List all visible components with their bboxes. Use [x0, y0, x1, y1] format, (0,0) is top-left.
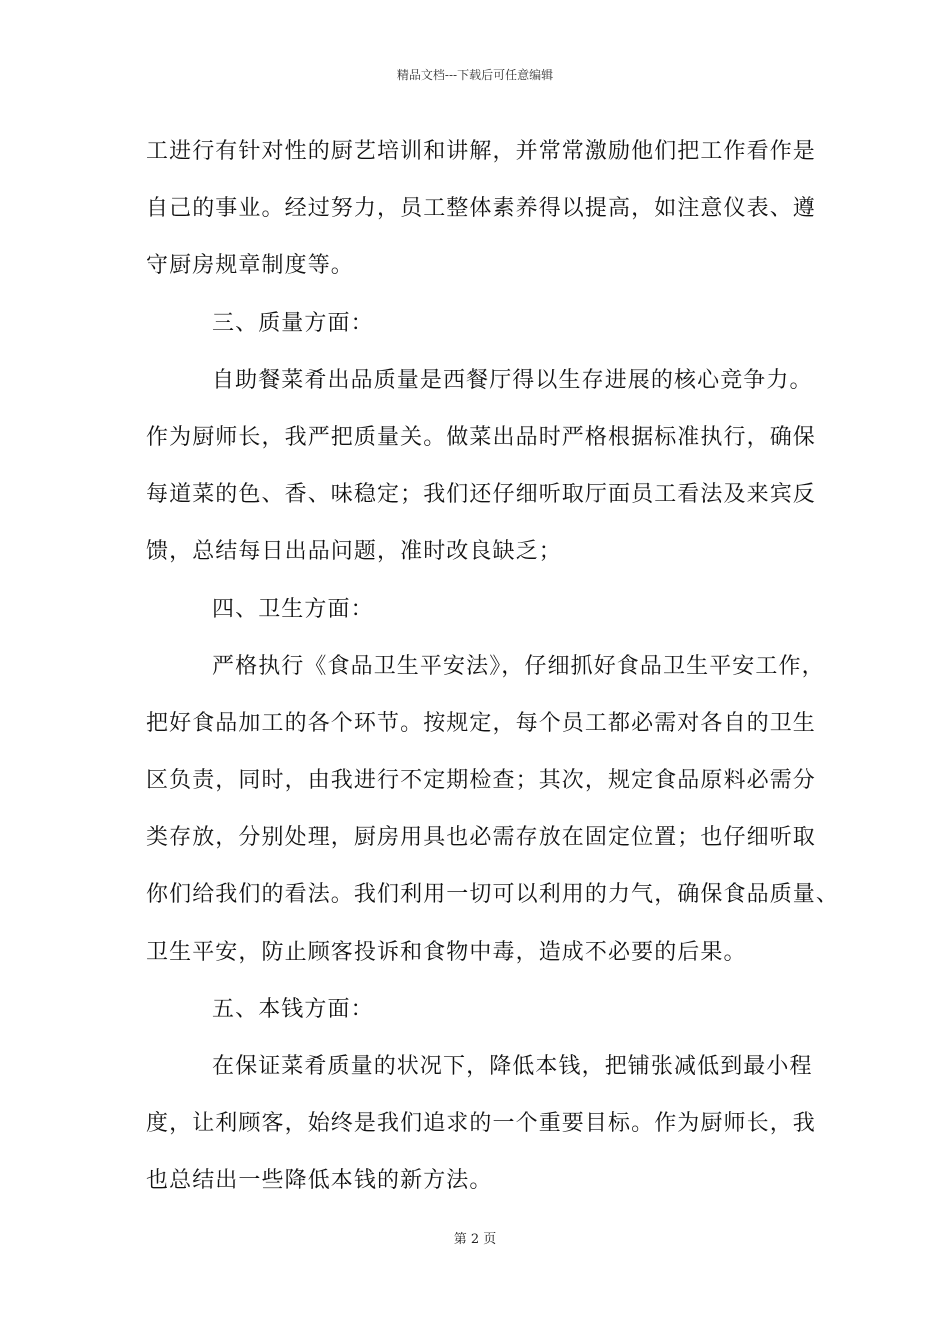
text-line: 把好食品加工的各个环节。按规定，每个员工都必需对各自的卫生: [146, 710, 816, 736]
text-line: 守厨房规章制度等。: [146, 253, 354, 279]
text-line: 卫生平安，防止顾客投诉和食物中毒，造成不必要的后果。: [146, 939, 747, 965]
text-line: 馈，总结每日出品问题，准时改良缺乏；: [146, 539, 562, 565]
text-line: 严格执行《食品卫生平安法》，仔细抓好食品卫生平安工作，: [212, 653, 825, 679]
text-line: 也总结出一些降低本钱的新方法。: [146, 1168, 493, 1194]
text-line: 工进行有针对性的厨艺培训和讲解，并常常激励他们把工作看作是: [146, 139, 816, 164]
text-line: 自己的事业。经过努力，员工整体素养得以提高，如注意仪表、遵: [146, 196, 816, 222]
page-header: 精品文档---下载后可任意编辑: [396, 68, 554, 82]
text-line: 每道菜的色、香、味稳定；我们还仔细听取厅面员工看法及来宾反: [146, 482, 816, 508]
text-line: 五、本钱方面：: [212, 996, 374, 1022]
text-line: 四、卫生方面：: [212, 596, 374, 622]
text-line: 在保证菜肴质量的状况下，降低本钱，把铺张减低到最小程: [212, 1054, 813, 1079]
text-line: 你们给我们的看法。我们利用一切可以利用的力气，确保食品质量、: [146, 882, 840, 908]
text-line: 作为厨师长，我严把质量关。做菜出品时严格根据标准执行，确保: [146, 424, 816, 450]
text-line: 区负责，同时，由我进行不定期检查；其次，规定食品原料必需分: [146, 768, 816, 794]
page-number: 第 2 页: [453, 1232, 497, 1247]
text-line: 类存放，分别处理，厨房用具也必需存放在固定位置；也仔细听取: [146, 825, 816, 851]
text-line: 三、质量方面：: [212, 310, 374, 336]
text-line: 度，让利顾客，始终是我们追求的一个重要目标。作为厨师长，我: [146, 1111, 816, 1137]
document-body: [146, 130, 840, 1217]
text-line: 自助餐菜肴出品质量是西餐厅得以生存进展的核心竞争力。: [212, 367, 813, 393]
